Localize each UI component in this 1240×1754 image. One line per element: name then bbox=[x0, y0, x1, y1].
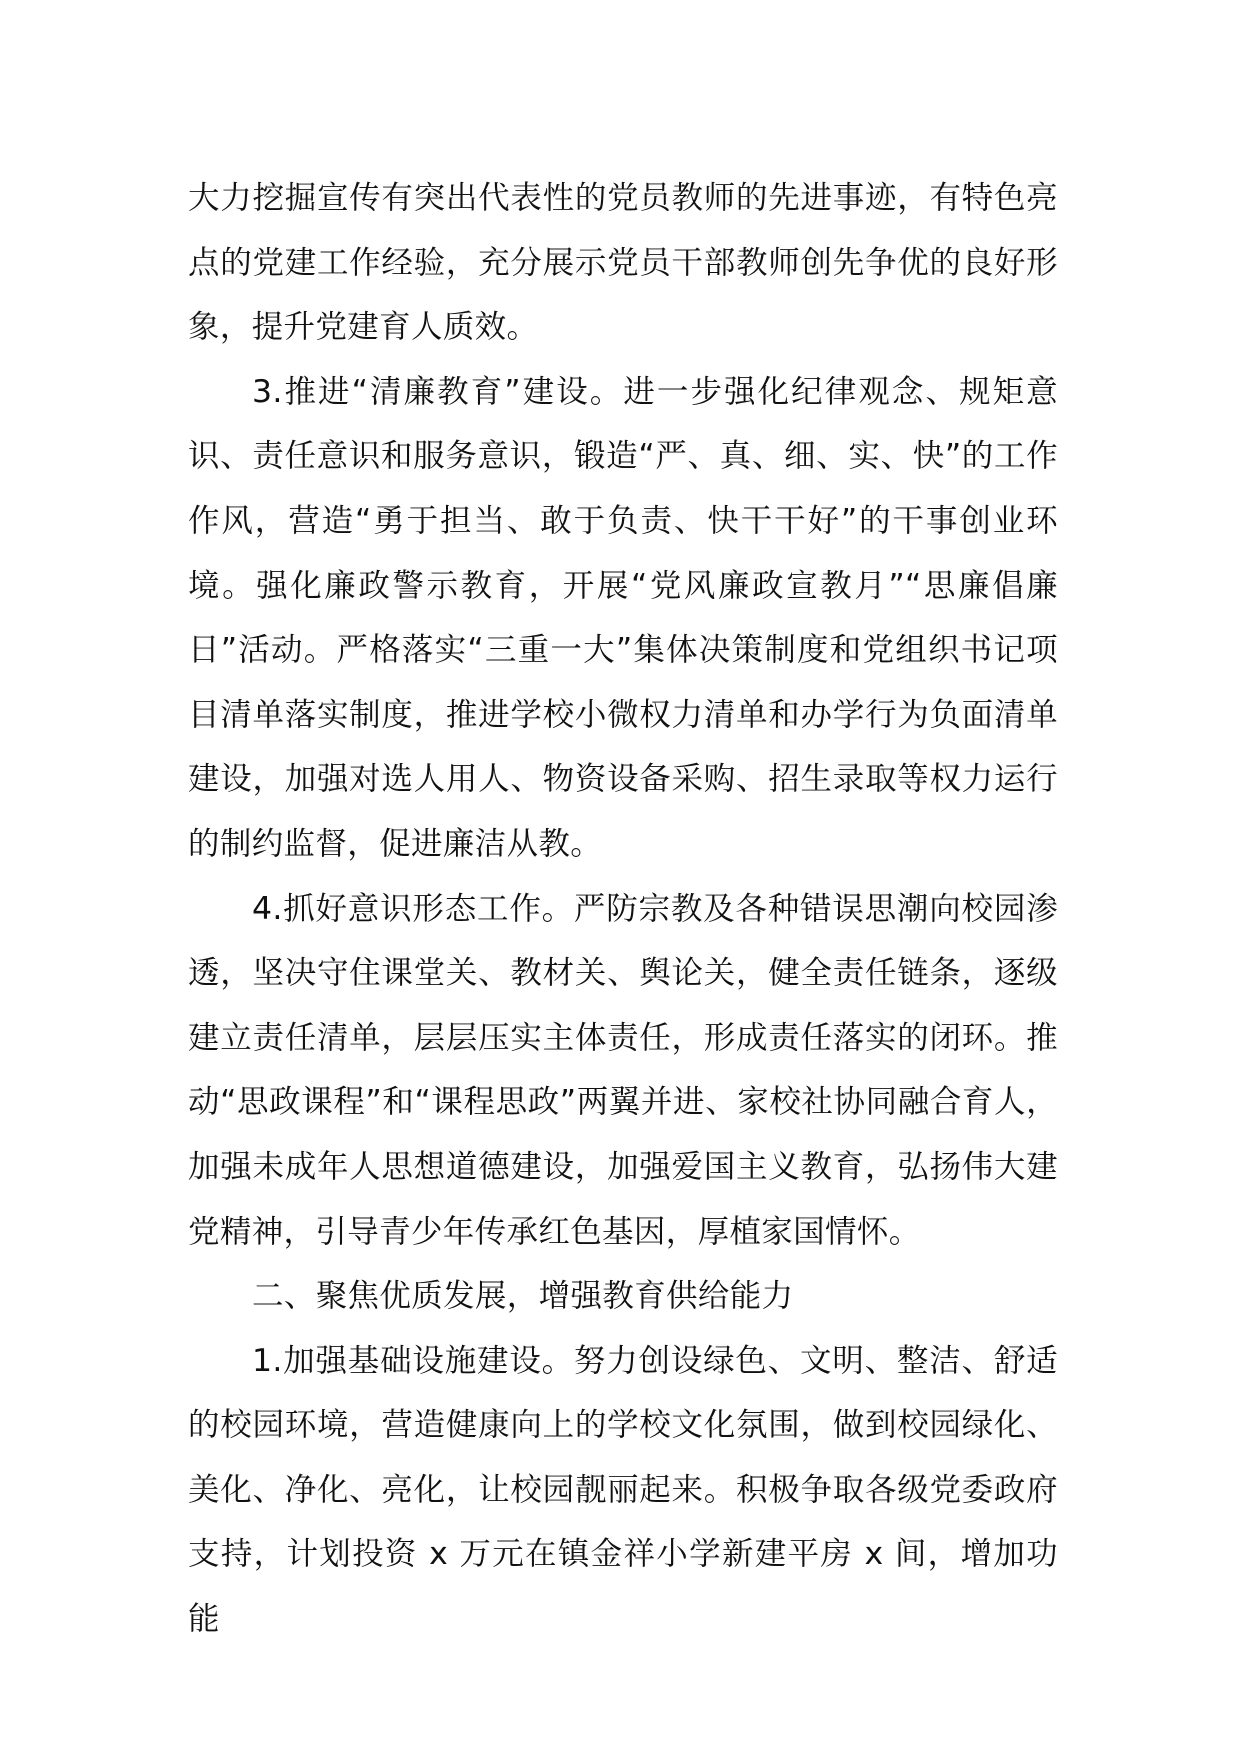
section-heading: 二、聚焦优质发展，增强教育供给能力 bbox=[252, 1278, 794, 1315]
paragraph-clean-education: 3.推进“清廉教育”建设。进一步强化纪律观念、规矩意识、责任意识和服务意识，锻造“严、真、细、实、快”的工作作风，营造“勇于担当、敢于负责、快干干好”的干事创业环境。强化廉政警示教育，开展“党风廉政宣教月”“思廉倡廉日”活动。严格落实“三重一大”集体决策制度和党组织书记项目清单落实制度，推进学校小微权力清单和办学行为负面清单建设，加强对选人用人、物资设备采购、招生录取等权力运行的制约监督，促进廉洁从教。 bbox=[188, 373, 1058, 862]
document-body bbox=[188, 166, 1058, 1652]
paragraph-infrastructure: 1.加强基础设施建设。努力创设绿色、文明、整洁、舒适的校园环境，营造健康向上的学校文化氛围，做到校园绿化、美化、净化、亮化，让校园靓丽起来。积极争取各级党委政府支持，计划投资 x 万元在镇金祥小学新建平房 x 间，增加功能 bbox=[188, 1342, 1058, 1638]
paragraph-ideology-work: 4.抓好意识形态工作。严防宗教及各种错误思潮向校园渗透，坚决守住课堂关、教材关、舆论关，健全责任链条，逐级建立责任清单，层层压实主体责任，形成责任落实的闭环。推动“思政课程”和“课程思政”两翼并进、家校社协同融合育人，加强未成年人思想道德建设，加强爱国主义教育，弘扬伟大建党精神，引导青少年传承红色基因，厚植家国情怀。 bbox=[188, 890, 1058, 1250]
paragraph-continuation: 大力挖掘宣传有突出代表性的党员教师的先进事迹，有特色亮点的党建工作经验，充分展示党员干部教师创先争优的良好形象，提升党建育人质效。 bbox=[188, 180, 1058, 346]
